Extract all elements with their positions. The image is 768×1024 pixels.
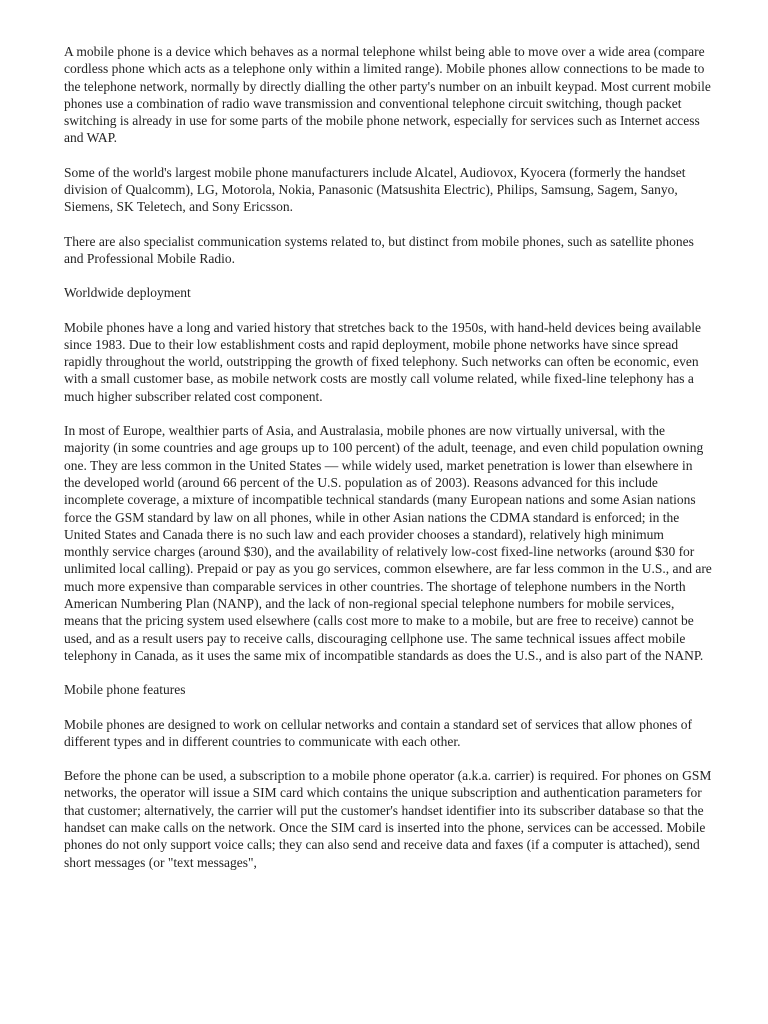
paragraph-adoption: In most of Europe, wealthier parts of Asia, and Australasia, mobile phones are now virtually universal, with the majority (in some countries and age groups up to 100 percent) of the adult, teenage, and even child population owning one. They are less common in the United States — while widely used, market penetration is lower than elsewhere in the developed world (around 66 percent of the U.S. population as of 2003). Reasons advanced for this include incomplete coverage, a mixture of incompatible technical standards (many European nations and some Asian nations force the GSM standard by law on all phones, while in other Asian nations the CDMA standard is enforced; in the United States and Canada there is no such law and each provider chooses a standard), relatively high minimum monthly service charges (around $30), and the availability of relatively low-cost fixed-line networks (around $30 for unlimited local calling). Prepaid or pay as you go services, common elsewhere, are far less common in the U.S., and are much more expensive than comparable services in other countries. The shortage of telephone numbers in the North American Numbering Plan (NANP), and the lack of non-regional special telephone numbers for mobile services, means that the pricing system used elsewhere (calls cost more to make to a mobile, but are free to receive) cannot be used, and as a result users pay to receive calls, discouraging cellphone use. The same technical issues affect mobile telephony in Canada, as it uses the same mix of incompatible standards as does the U.S., and is also part of the NANP.	[64, 423, 712, 663]
heading-worldwide-deployment: Worldwide deployment	[64, 285, 191, 301]
paragraph-intro: A mobile phone is a device which behaves as a normal telephone whilst being able to move over a wide area (compare cordless phone which acts as a telephone only within a limited range). Mobile phones allow connections to be made to the telephone network, normally by directly dialling the other party's number on an inbuilt keypad. Most current mobile phones use a combination of radio wave transmission and conventional telephone circuit switching, though packet switching is already in use for some parts of the mobile phone network, especially for services such as Internet access and WAP.	[64, 44, 711, 146]
heading-mobile-phone-features: Mobile phone features	[64, 682, 186, 698]
paragraph-specialist-systems: There are also specialist communication systems related to, but distinct from mobile phones, such as satellite phones and Professional Mobile Radio.	[64, 233, 694, 266]
paragraph-manufacturers: Some of the world's largest mobile phone manufacturers include Alcatel, Audiovox, Kyocera (formerly the handset division of Qualcomm), LG, Motorola, Nokia, Panasonic (Matsushita Electric), Philips, Samsung, Sagem, Sanyo, Siemens, SK Teletech, and Sony Ericsson.	[64, 164, 686, 215]
paragraph-cellular-networks: Mobile phones are designed to work on cellular networks and contain a standard set of services that allow phones of different types and in different countries to communicate with each other.	[64, 716, 692, 749]
document-page	[64, 43, 712, 888]
paragraph-subscription: Before the phone can be used, a subscription to a mobile phone operator (a.k.a. carrier) is required. For phones on GSM networks, the operator will issue a SIM card which contains the unique subscription and authentication parameters for that customer; alternatively, the carrier will put the customer's handset identifier into its subscriber database so that the handset can make calls on the network. Once the SIM card is inserted into the phone, services can be accessed. Mobile phones do not only support voice calls; they can also send and receive data and faxes (if a computer is attached), send short messages (or "text messages",	[64, 768, 712, 870]
paragraph-history: Mobile phones have a long and varied history that stretches back to the 1950s, with hand-held devices being available since 1983. Due to their low establishment costs and rapid deployment, mobile phone networks have since spread rapidly throughout the world, outstripping the growth of fixed telephony. Such networks can often be economic, even with a small customer base, as mobile network costs are mostly call volume related, while fixed-line telephony has a much higher subscriber related cost component.	[64, 319, 701, 404]
